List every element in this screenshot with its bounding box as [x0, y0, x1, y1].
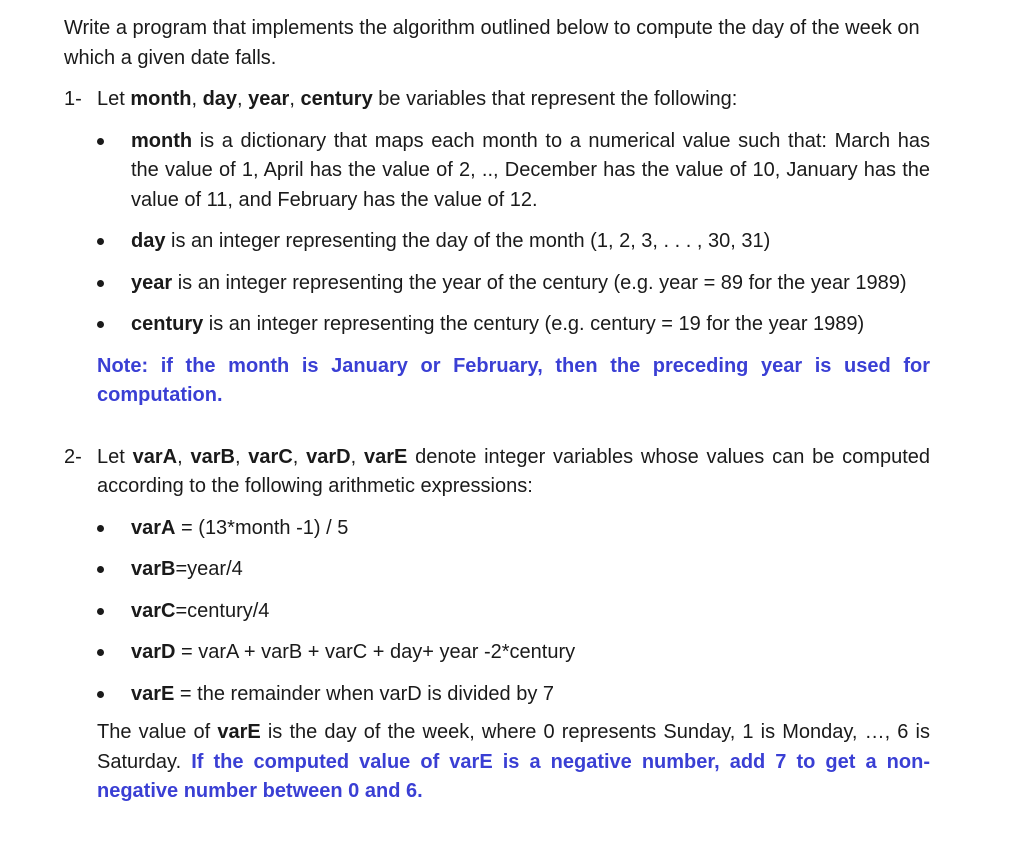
var-e-term: varE: [363, 445, 408, 468]
step-1-text: [97, 85, 930, 115]
var-day-term: day: [202, 88, 238, 110]
step-2-text: [97, 443, 930, 502]
separator: ,: [191, 88, 203, 110]
list-item: [97, 638, 930, 668]
bullet-text: =year/4: [175, 558, 243, 580]
bullet-text: is an integer representing the century (e.g. century = 19 for the year 1989): [203, 313, 865, 335]
bullet-icon: [97, 608, 104, 615]
result-paragraph: [97, 718, 930, 807]
intro-paragraph: Write a program that implements the algorithm outlined below to compute the day of the week on which a given date falls.: [64, 17, 920, 69]
bullet-term: year: [131, 271, 173, 294]
var-c-term: varC: [248, 445, 293, 468]
bullet-icon: [97, 280, 104, 287]
note-text: Note: if the month is January or February, then the preceding year is used for computation.: [97, 354, 930, 406]
bullet-text: is an integer representing the year of the century (e.g. year = 89 for the year 1989): [172, 271, 907, 294]
var-d-term: varD: [306, 445, 351, 468]
var-month-term: month: [130, 88, 192, 110]
bullet-term: day: [131, 230, 166, 252]
bullet-term: varC: [131, 599, 176, 622]
bullet-term: varA: [131, 516, 176, 539]
separator: ,: [289, 88, 301, 110]
bullet-text: is an integer representing the day of the month (1, 2, 3, . . . , 30, 31): [165, 230, 771, 252]
bullet-term: month: [131, 129, 193, 152]
list-item: [97, 597, 930, 627]
list-item: [97, 269, 930, 299]
bullet-icon: [97, 649, 104, 656]
bullet-icon: [97, 138, 104, 145]
bullet-icon: [97, 691, 104, 698]
separator: ,: [234, 445, 249, 468]
step-2-text-post: denote integer variables whose values can be computed according to the following arithmetic expressions:: [97, 445, 931, 497]
bullet-term: varD: [131, 641, 176, 663]
step-2-bullet-list: [97, 514, 930, 710]
bullet-term: century: [131, 313, 204, 335]
step-1-number: 1-: [64, 88, 82, 110]
step-1-text-post: be variables that represent the following:: [372, 88, 738, 110]
result-text-pre: The value of: [97, 721, 218, 743]
var-year-term: year: [248, 88, 290, 110]
bullet-text: = (13*month -1) / 5: [175, 516, 349, 539]
separator: ,: [350, 445, 364, 468]
result-text: is the day of the week, where 0 represents Sunday, 1 is Monday, …, 6 is Saturday.: [97, 721, 930, 773]
list-item: [97, 127, 930, 216]
var-century-term: century: [300, 88, 373, 110]
step-1-bullet-list: [97, 127, 930, 340]
separator: ,: [177, 445, 191, 468]
step-1: [64, 85, 930, 411]
result-term: varE: [217, 721, 261, 743]
bullet-term: varB: [131, 558, 176, 580]
step-2: [64, 443, 930, 807]
bullet-icon: [97, 321, 104, 328]
result-highlight: If the computed value of varE is a negative number, add 7 to get a non-negative number between 0 and 6.: [97, 750, 930, 802]
var-a-term: varA: [132, 445, 178, 468]
step-2-text-pre: Let: [97, 445, 133, 468]
list-item: [97, 514, 930, 544]
bullet-text: = varA + varB + varC + day+ year -2*century: [175, 641, 576, 663]
step-2-number: 2-: [64, 445, 82, 468]
bullet-term: varE: [131, 682, 175, 705]
list-item: [97, 227, 930, 257]
list-item: [97, 555, 930, 585]
var-b-term: varB: [190, 445, 235, 468]
bullet-icon: [97, 238, 104, 245]
separator: ,: [292, 445, 307, 468]
bullet-icon: [97, 525, 104, 532]
bullet-text: =century/4: [175, 599, 270, 622]
separator: ,: [237, 88, 249, 110]
bullet-icon: [97, 566, 104, 573]
step-1-text-pre: Let: [97, 88, 131, 110]
bullet-text: = the remainder when varD is divided by 7: [174, 682, 555, 705]
list-item: [97, 680, 930, 710]
list-item: [97, 310, 930, 340]
bullet-text: is a dictionary that maps each month to a numerical value such that: March has the value of 1, April has the value of 2, .., December has the value of 10, January has the value of 11, and February has the value of 12.: [131, 129, 930, 211]
document: [64, 14, 930, 807]
